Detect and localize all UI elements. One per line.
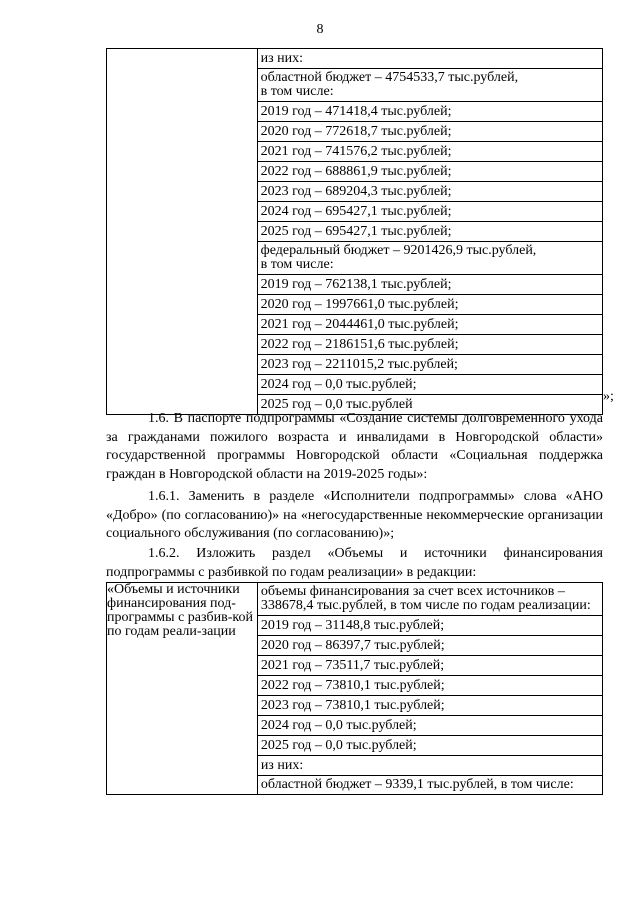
table2-line: 2024 год – 0,0 тыс.рублей; [258,716,602,736]
table1-line: 2025 год – 0,0 тыс.рублей [260,397,413,412]
table1-line: 2020 год – 1997661,0 тыс.рублей; [258,295,602,315]
table2-line: 2025 год – 0,0 тыс.рублей; [258,736,602,756]
table1-line: 2021 год – 2044461,0 тыс.рублей; [258,315,602,335]
table1-line: 2024 год – 0,0 тыс.рублей; [258,375,602,395]
paragraph-1-6-1: 1.6.1. Заменить в разделе «Исполнители подпрограммы» слова «АНО «Добро» (по согласованию)» на «негосударственные некоммерческие организации социального обслуживания (по согласованию)»; [106,489,603,541]
table2-line: из них: [258,756,602,776]
table1-line: 2023 год – 2211015,2 тыс.рублей; [258,355,602,375]
table2-line: 2019 год – 31148,8 тыс.рублей; [258,616,602,636]
table2-line: 2020 год – 86397,7 тыс.рублей; [258,636,602,656]
table1-line: 2020 год – 772618,7 тыс.рублей; [258,122,602,142]
table1-line: областной бюджет – 4754533,7 тыс.рублей, в том числе: [258,69,602,102]
table2-line: 2021 год – 73511,7 тыс.рублей; [258,656,602,676]
table1-line: 2025 год – 695427,1 тыс.рублей; [258,222,602,242]
table2-line: областной бюджет – 9339,1 тыс.рублей, в том числе: [260,777,574,792]
table2-line: объемы финансирования за счет всех источников – 338678,4 тыс.рублей, в том числе по годам реализации: [258,583,602,616]
table1-line: 2019 год – 762138,1 тыс.рублей; [258,275,602,295]
table2-line: 2023 год – 73810,1 тыс.рублей; [258,696,602,716]
table1-line: 2021 год – 741576,2 тыс.рублей; [258,142,602,162]
table1-empty-cell [107,49,258,415]
table1-line: 2024 год – 695427,1 тыс.рублей; [258,202,602,222]
table1-line: федеральный бюджет – 9201426,9 тыс.рублей, в том числе: [258,242,602,275]
financing-table-continued [106,48,603,415]
table2-values-cell [257,583,602,795]
table1-line: из них: [258,49,602,69]
paragraph-1-6: 1.6. В паспорте подпрограммы «Создание системы долговременного ухода за гражданами пожилого возраста и инвалидами в Новгородской области» государственной программы Новгородской области «Социальная поддержка граждан в Новгородской области на 2019-2025 годы»: [106,411,603,482]
table2-line: 2022 год – 73810,1 тыс.рублей; [258,676,602,696]
paragraph-1-6-2: 1.6.2. Изложить раздел «Объемы и источники финансирования подпрограммы с разбивкой по годам реализации» в редакции: [106,546,603,580]
table1-values-cell [257,49,602,415]
financing-table-new [106,582,603,795]
table1-line: 2022 год – 2186151,6 тыс.рублей; [258,335,602,355]
table1-line: 2023 год – 689204,3 тыс.рублей; [258,182,602,202]
table2-header-cell: «Объемы и источники финансирования под-программы с разбив-кой по годам реали-зации [107,583,258,795]
table1-line: 2022 год – 688861,9 тыс.рублей; [258,162,602,182]
closing-quote: »; [603,389,614,404]
page-number: 8 [316,22,324,37]
table1-line: 2019 год – 471418,4 тыс.рублей; [258,102,602,122]
